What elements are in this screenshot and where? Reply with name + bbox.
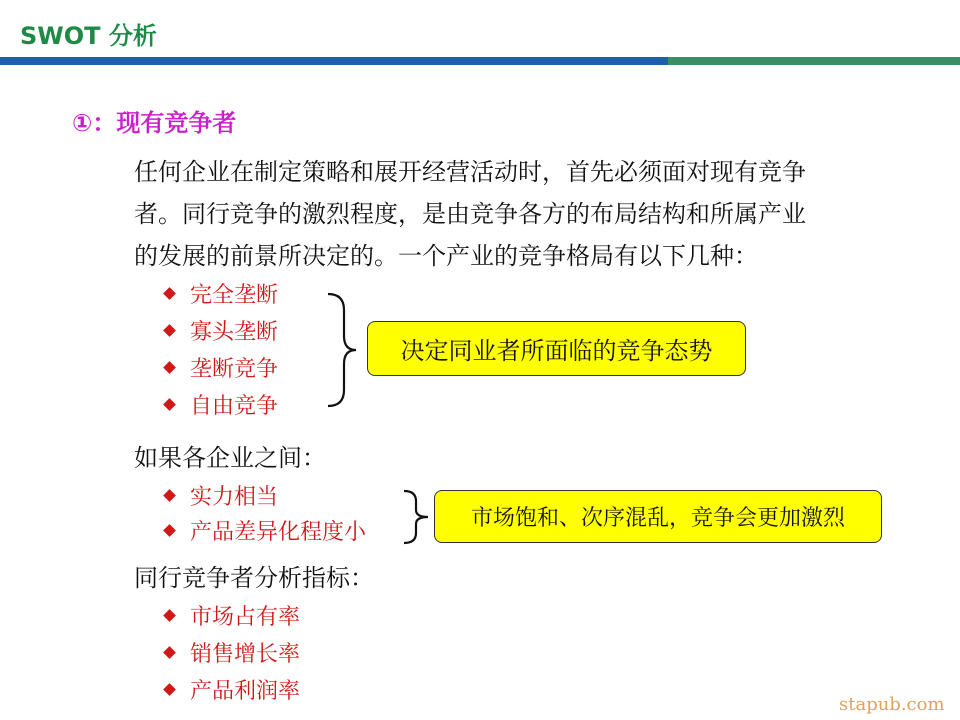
bullet-label: 垄断竞争 <box>190 357 279 382</box>
right-brace-icon <box>398 488 434 546</box>
section-heading: ①：现有竞争者 <box>72 109 237 137</box>
bullet-item <box>165 637 300 668</box>
paragraph-line: 的发展的前景所决定的。一个产业的竞争格局有以下几种： <box>134 242 758 270</box>
bullet-item <box>165 278 278 309</box>
bullet-label: 自由竞争 <box>190 394 279 419</box>
bullet-item <box>165 352 278 383</box>
paragraph-line: 任何企业在制定策略和展开经营活动时，首先必须面对现有竞争 <box>134 158 806 186</box>
diamond-bullet-icon <box>163 324 176 337</box>
bullet-item <box>165 480 278 511</box>
callout-competitive-situation: 决定同业者所面临的竞争态势 <box>367 321 746 376</box>
right-brace-icon <box>320 290 360 410</box>
bullet-item <box>165 674 300 705</box>
bullet-label: 完全垄断 <box>190 283 279 308</box>
diamond-bullet-icon <box>163 398 176 411</box>
bullet-label: 产品差异化程度小 <box>190 520 367 545</box>
bullet-label: 产品利润率 <box>190 679 301 704</box>
bullet-label: 实力相当 <box>190 485 279 510</box>
bullet-label: 销售增长率 <box>190 642 301 667</box>
diamond-bullet-icon <box>163 287 176 300</box>
paragraph-line: 者。同行竞争的激烈程度，是由竞争各方的布局结构和所属产业 <box>134 200 806 228</box>
bullet-item <box>165 389 278 420</box>
header-bar-green <box>668 57 960 65</box>
diamond-bullet-icon <box>163 609 176 622</box>
slide-title: SWOT 分析 <box>20 22 157 50</box>
watermark: stapub.com <box>839 694 945 715</box>
bullet-label: 寡头垄断 <box>190 320 279 345</box>
diamond-bullet-icon <box>163 361 176 374</box>
diamond-bullet-icon <box>163 524 176 537</box>
diamond-bullet-icon <box>163 683 176 696</box>
bullet-item <box>165 600 300 631</box>
bullet-item <box>165 315 278 346</box>
callout-intensified-competition: 市场饱和、次序混乱，竞争会更加激烈 <box>434 490 882 543</box>
subheading-if-companies: 如果各企业之间： <box>134 444 326 472</box>
header-bar-blue <box>0 57 668 65</box>
diamond-bullet-icon <box>163 646 176 659</box>
diamond-bullet-icon <box>163 489 176 502</box>
subheading-analysis-indicators: 同行竞争者分析指标： <box>134 564 374 592</box>
bullet-label: 市场占有率 <box>190 605 301 630</box>
bullet-item <box>165 515 366 546</box>
